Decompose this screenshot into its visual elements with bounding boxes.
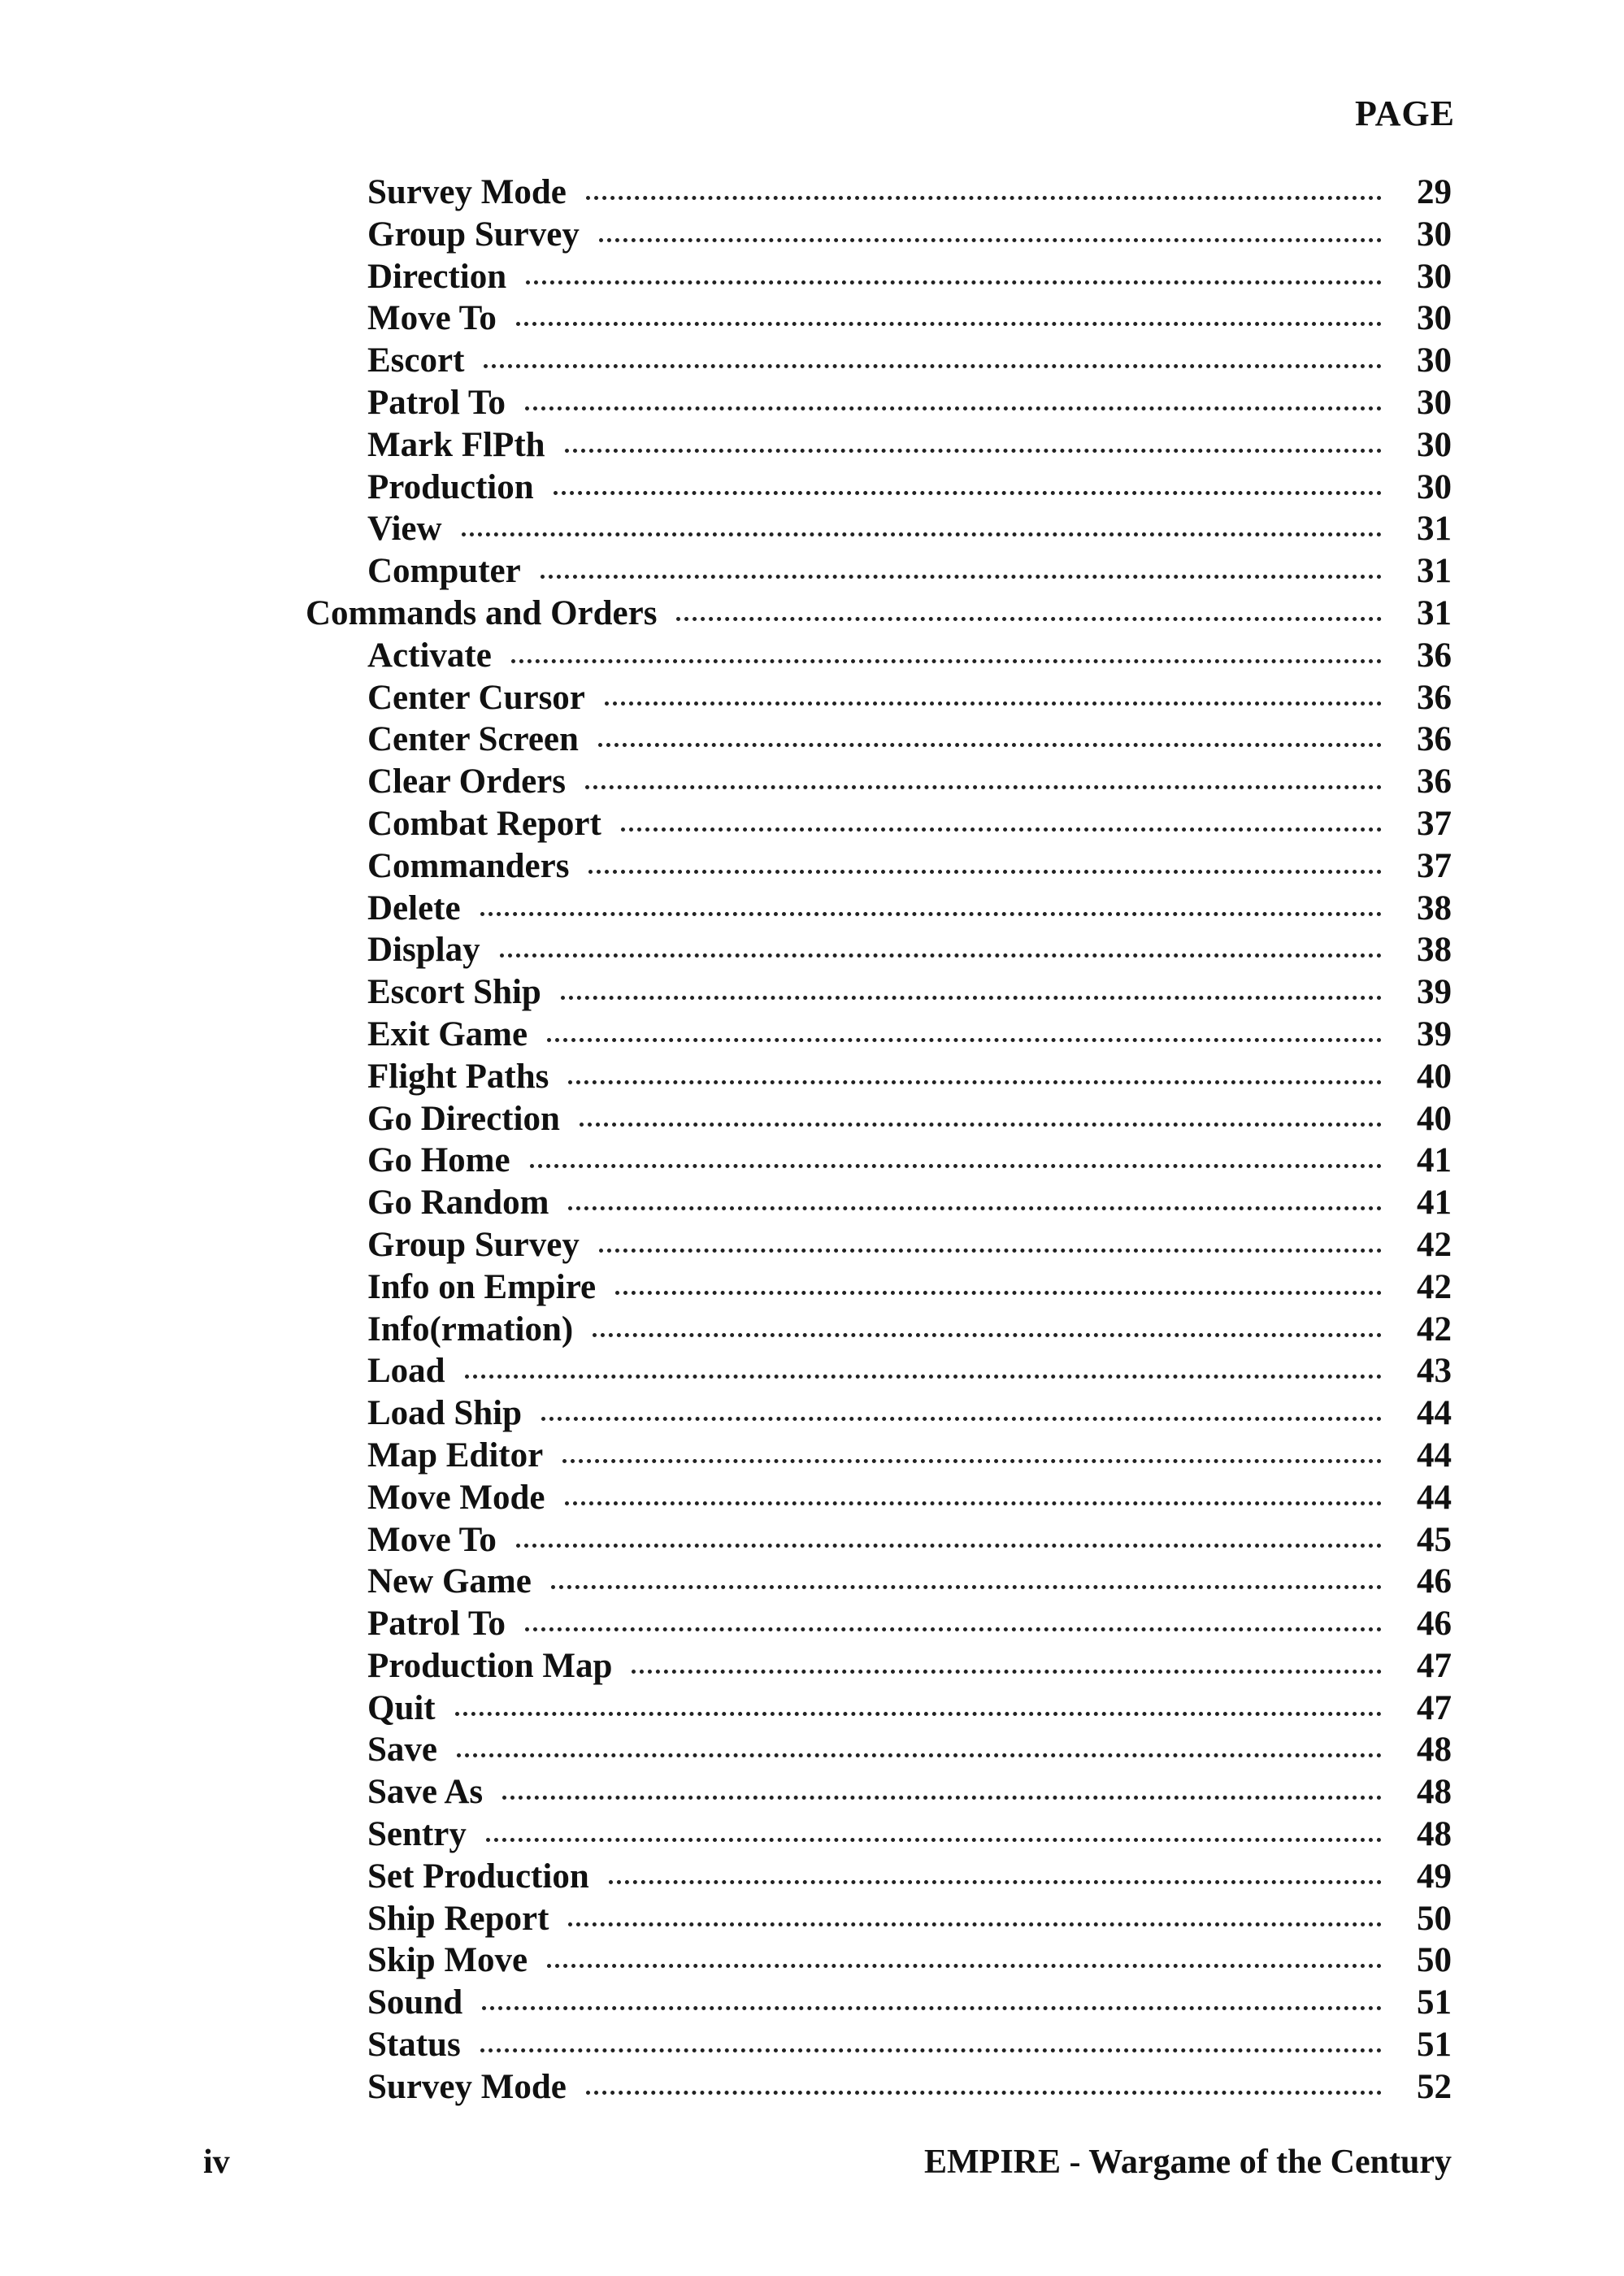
toc-entry-page: 40	[1417, 1099, 1452, 1138]
toc-entry-page: 48	[1417, 1815, 1452, 1854]
toc-entry-page: 30	[1417, 257, 1452, 296]
dot-leader	[547, 1964, 1382, 1968]
toc-entry-page: 31	[1417, 552, 1452, 591]
toc-entry-title: Ship Report	[367, 1899, 549, 1938]
toc-entry-page: 51	[1417, 1983, 1452, 2022]
dot-leader	[562, 1459, 1382, 1463]
dot-leader	[605, 701, 1382, 706]
dot-leader	[588, 870, 1382, 874]
toc-entry	[306, 1561, 1452, 1604]
dot-leader	[554, 491, 1382, 495]
toc-entry	[306, 804, 1452, 846]
table-of-contents	[306, 172, 1452, 2109]
toc-entry-page: 42	[1417, 1310, 1452, 1349]
toc-entry	[306, 425, 1452, 467]
toc-entry-page: 39	[1417, 1014, 1452, 1053]
dot-leader	[500, 953, 1382, 958]
toc-entry-page: 29	[1417, 173, 1452, 211]
toc-entry-title: Production	[367, 467, 534, 506]
toc-entry	[306, 2067, 1452, 2109]
toc-entry-page: 52	[1417, 2067, 1452, 2106]
toc-entry-title: Save	[367, 1731, 437, 1770]
toc-entry-title: Activate	[367, 636, 492, 675]
toc-entry-page: 36	[1417, 678, 1452, 717]
toc-entry-page: 44	[1417, 1478, 1452, 1517]
toc-entry	[306, 930, 1452, 972]
footer-book-title: EMPIRE - Wargame of the Century	[924, 2144, 1452, 2181]
toc-entry	[306, 1393, 1452, 1436]
toc-entry	[306, 298, 1452, 341]
toc-entry-title: Clear Orders	[367, 762, 566, 801]
toc-entry	[306, 1014, 1452, 1057]
toc-entry-page: 38	[1417, 931, 1452, 970]
toc-entry-page: 36	[1417, 720, 1452, 759]
toc-entry-title: Group Survey	[367, 1225, 580, 1264]
dot-leader	[565, 1501, 1382, 1505]
toc-entry-page: 40	[1417, 1057, 1452, 1096]
dot-leader	[621, 827, 1382, 832]
toc-entry-title: Direction	[367, 257, 507, 296]
toc-entry-title: New Game	[367, 1562, 532, 1601]
toc-entry-page: 45	[1417, 1520, 1452, 1559]
toc-entry-title: Group Survey	[367, 215, 580, 254]
dot-leader	[586, 2091, 1382, 2095]
toc-entry	[306, 215, 1452, 257]
toc-entry	[306, 1814, 1452, 1857]
dot-leader	[541, 575, 1382, 579]
toc-entry-page: 30	[1417, 383, 1452, 422]
toc-entry	[306, 1225, 1452, 1267]
toc-entry	[306, 1772, 1452, 1814]
toc-entry	[306, 1140, 1452, 1183]
dot-leader	[593, 1333, 1382, 1337]
toc-entry-page: 36	[1417, 636, 1452, 675]
footer-page-number: iv	[203, 2144, 230, 2181]
dot-leader	[516, 1544, 1382, 1548]
toc-entry	[306, 1857, 1452, 1899]
dot-leader	[568, 1080, 1382, 1084]
toc-entry-page: 36	[1417, 762, 1452, 801]
toc-entry-title: Display	[367, 931, 480, 970]
dot-leader	[511, 659, 1382, 663]
toc-entry-page: 39	[1417, 973, 1452, 1012]
toc-entry	[306, 1520, 1452, 1562]
toc-entry	[306, 1940, 1452, 1983]
toc-entry-page: 30	[1417, 215, 1452, 254]
dot-leader	[615, 1291, 1382, 1295]
toc-entry	[306, 383, 1452, 425]
toc-entry-page: 47	[1417, 1646, 1452, 1685]
dot-leader	[486, 1838, 1382, 1842]
dot-leader	[525, 406, 1382, 410]
toc-entry-title: Load Ship	[367, 1394, 523, 1433]
toc-entry-title: Sentry	[367, 1815, 467, 1854]
toc-entry-title: Production Map	[367, 1646, 613, 1685]
toc-entry-title: Skip Move	[367, 1941, 528, 1980]
toc-entry	[306, 551, 1452, 593]
toc-entry-page: 46	[1417, 1562, 1452, 1601]
toc-section-entry	[306, 593, 1452, 636]
toc-entry-page: 49	[1417, 1857, 1452, 1896]
toc-entry-page: 37	[1417, 804, 1452, 843]
dot-leader	[568, 1922, 1382, 1926]
toc-entry	[306, 1183, 1452, 1225]
toc-entry	[306, 1899, 1452, 1941]
dot-leader	[526, 280, 1382, 284]
toc-entry	[306, 2025, 1452, 2067]
toc-entry-page: 44	[1417, 1436, 1452, 1475]
toc-entry-title: Go Home	[367, 1141, 510, 1180]
toc-entry	[306, 172, 1452, 215]
toc-entry-page: 46	[1417, 1605, 1452, 1644]
dot-leader	[585, 785, 1382, 789]
toc-entry-page: 48	[1417, 1731, 1452, 1770]
toc-entry	[306, 1351, 1452, 1393]
toc-entry-title: Set Production	[367, 1857, 589, 1896]
page-column-header: PAGE	[1355, 93, 1455, 133]
toc-entry-title: Survey Mode	[367, 2067, 567, 2106]
toc-entry	[306, 1057, 1452, 1099]
dot-leader	[484, 364, 1382, 368]
toc-entry	[306, 1604, 1452, 1646]
toc-entry-title: Go Direction	[367, 1099, 560, 1138]
toc-entry	[306, 257, 1452, 299]
dot-leader	[580, 1123, 1382, 1127]
toc-entry	[306, 1688, 1452, 1731]
toc-entry-title: Survey Mode	[367, 173, 567, 211]
toc-entry	[306, 1310, 1452, 1352]
toc-entry-page: 47	[1417, 1688, 1452, 1727]
toc-entry-page: 31	[1417, 510, 1452, 549]
toc-entry	[306, 1478, 1452, 1520]
toc-entry-title: Map Editor	[367, 1436, 544, 1475]
dot-leader	[480, 912, 1382, 916]
dot-leader	[632, 1670, 1382, 1674]
dot-leader	[465, 1375, 1382, 1379]
toc-entry-title: Flight Paths	[367, 1057, 549, 1096]
toc-entry-page: 30	[1417, 467, 1452, 506]
toc-entry-title: Commanders	[367, 846, 570, 885]
toc-entry-page: 42	[1417, 1267, 1452, 1306]
toc-entry-title: Go Random	[367, 1184, 549, 1223]
dot-leader	[482, 2006, 1382, 2010]
dot-leader	[457, 1753, 1382, 1757]
toc-entry-page: 41	[1417, 1141, 1452, 1180]
toc-entry-page: 41	[1417, 1184, 1452, 1223]
toc-entry-title: Computer	[367, 552, 521, 591]
toc-entry-page: 50	[1417, 1941, 1452, 1980]
toc-entry-title: Patrol To	[367, 1605, 506, 1644]
dot-leader	[525, 1627, 1382, 1631]
toc-entry-title: View	[367, 510, 442, 549]
toc-entry-title: Info(rmation)	[367, 1310, 574, 1349]
toc-entry	[306, 972, 1452, 1014]
toc-entry-page: 37	[1417, 846, 1452, 885]
toc-entry-title: Center Cursor	[367, 678, 585, 717]
toc-entry	[306, 1099, 1452, 1141]
toc-entry-title: Quit	[367, 1688, 436, 1727]
toc-entry	[306, 636, 1452, 678]
dot-leader	[568, 1206, 1382, 1210]
dot-leader	[598, 743, 1382, 747]
toc-entry-title: Info on Empire	[367, 1267, 597, 1306]
dot-leader	[551, 1585, 1382, 1589]
toc-entry-title: Move Mode	[367, 1478, 545, 1517]
toc-entry	[306, 1646, 1452, 1688]
dot-leader	[599, 1249, 1382, 1253]
toc-entry-page: 44	[1417, 1394, 1452, 1433]
dot-leader	[547, 1038, 1382, 1042]
toc-entry-title: Patrol To	[367, 383, 506, 422]
dot-leader	[455, 1712, 1382, 1716]
toc-entry-page: 30	[1417, 341, 1452, 380]
toc-entry	[306, 341, 1452, 383]
dot-leader	[462, 532, 1382, 536]
toc-entry	[306, 1730, 1452, 1772]
dot-leader	[480, 2048, 1382, 2052]
toc-entry-title: Mark FlPth	[367, 425, 545, 464]
toc-entry-title: Escort Ship	[367, 973, 541, 1012]
toc-entry-title: Status	[367, 2026, 461, 2065]
dot-leader	[676, 617, 1382, 621]
dot-leader	[609, 1880, 1382, 1884]
toc-entry-title: Save As	[367, 1773, 484, 1812]
dot-leader	[561, 996, 1382, 1000]
dot-leader	[530, 1164, 1382, 1168]
toc-entry-title: Move To	[367, 1520, 497, 1559]
toc-entry-page: 42	[1417, 1225, 1452, 1264]
toc-entry	[306, 888, 1452, 931]
toc-entry	[306, 1436, 1452, 1478]
dot-leader	[599, 238, 1382, 242]
dot-leader	[516, 322, 1382, 326]
toc-entry-page: 48	[1417, 1773, 1452, 1812]
toc-entry-title: Load	[367, 1352, 445, 1391]
dot-leader	[541, 1417, 1382, 1421]
toc-entry-page: 51	[1417, 2026, 1452, 2065]
toc-entry	[306, 678, 1452, 720]
toc-entry-title: Sound	[367, 1983, 463, 2022]
toc-entry	[306, 762, 1452, 804]
toc-entry-title: Commands and Orders	[306, 593, 658, 632]
toc-entry	[306, 467, 1452, 510]
toc-entry-page: 30	[1417, 299, 1452, 338]
toc-entry-title: Escort	[367, 341, 465, 380]
toc-entry-page: 43	[1417, 1352, 1452, 1391]
toc-entry-page: 50	[1417, 1899, 1452, 1938]
dot-leader	[586, 196, 1382, 200]
dot-leader	[565, 449, 1382, 453]
dot-leader	[502, 1796, 1382, 1800]
toc-entry-title: Move To	[367, 299, 497, 338]
toc-entry-title: Exit Game	[367, 1014, 528, 1053]
toc-entry-title: Center Screen	[367, 720, 579, 759]
toc-entry	[306, 509, 1452, 551]
toc-entry-page: 31	[1417, 593, 1452, 632]
toc-entry-title: Combat Report	[367, 804, 601, 843]
toc-entry	[306, 1267, 1452, 1310]
toc-entry-page: 30	[1417, 425, 1452, 464]
toc-entry	[306, 1983, 1452, 2025]
toc-entry	[306, 846, 1452, 888]
toc-entry	[306, 719, 1452, 762]
toc-entry-page: 38	[1417, 888, 1452, 927]
toc-entry-title: Delete	[367, 888, 461, 927]
